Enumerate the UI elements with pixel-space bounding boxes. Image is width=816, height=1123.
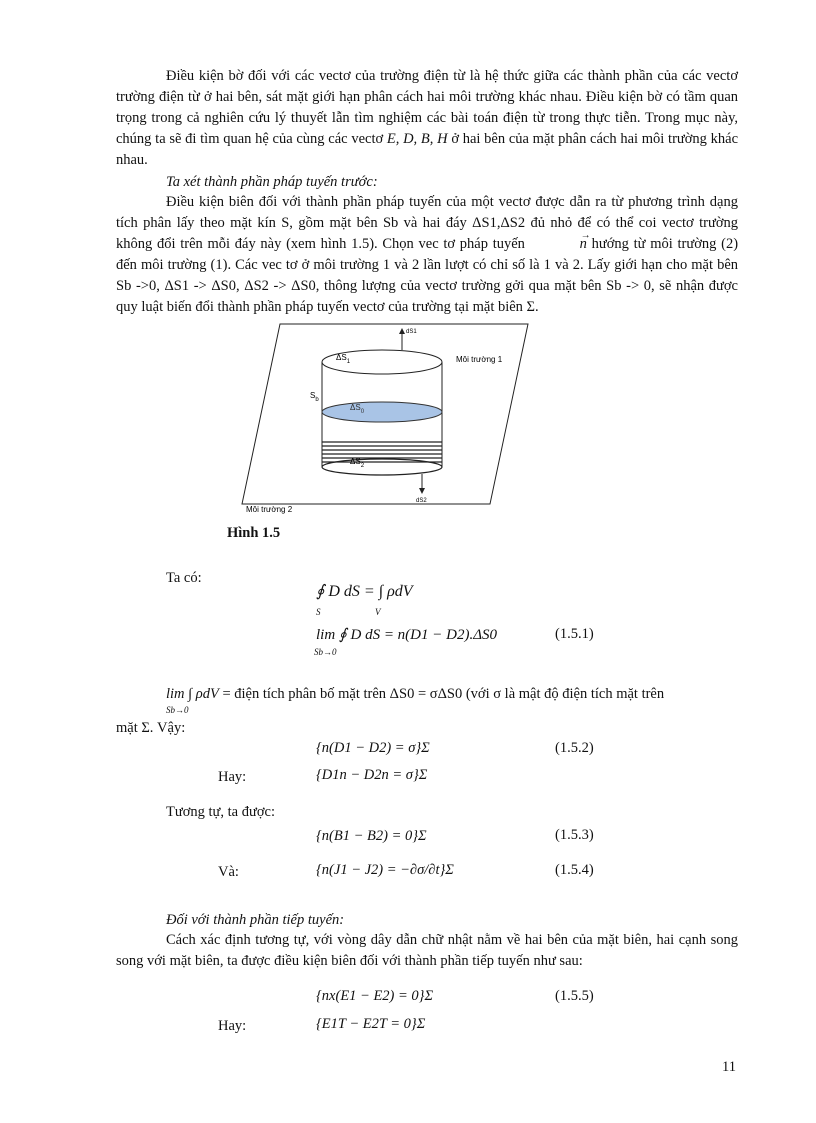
equation-1-5-5: {nx(E1 − E2) = 0}Σ [316,988,434,1004]
equation-number-1-5-3: (1.5.3) [555,827,594,843]
equation-1-5-3: {n(B1 − B2) = 0}Σ [316,828,427,844]
hay-label-2: Hay: [218,1018,247,1034]
equation-1-5-2b: {D1n − D2n = σ}Σ [316,767,428,783]
va-label: Và: [218,864,239,880]
matsigma-line: mặt Σ. Vậy: [116,720,186,736]
gauss-sub-s: S [316,607,321,617]
label-dS1: dS1 [406,329,417,335]
middle-surface-ds0 [322,402,442,422]
equation-1-5-5b: {E1T − E2T = 0}Σ [316,1016,426,1032]
tangent-component-heading: Đối với thành phần tiếp tuyến: [166,912,345,928]
page-number: 11 [722,1059,736,1075]
limit-expression: lim ∫ ρdV [166,686,219,702]
paragraph-normal-component [116,192,738,318]
equation-number-1-5-2: (1.5.2) [555,740,594,756]
eq-1-5-1-limit: Sb→0 [314,647,337,657]
equation-1-5-4: {n(J1 − J2) = −∂σ/∂t}Σ [316,862,454,878]
label-medium-1: Môi trường 1 [456,355,503,364]
paragraph-text-end: hướng từ môi trường (2) đến môi trường (1). Các vec tơ ở môi trường 1 và 2 lần lượt có chỉ số là 1 và 2. Lấy giới hạn cho mặt bên Sb ->0, ΔS1 -> ΔS0, ΔS2 -> ΔS0, thông lượng của vectơ trường gởi qua mặt bên Sb -> 0, sẽ nhận được quy luật biến đổi thành phần pháp tuyến vectơ của trường tại mặt biên Σ. [116,236,739,315]
tuong-tu-label: Tương tự, ta được: [166,804,275,820]
equation-number-1-5-4: (1.5.4) [555,862,594,878]
equation-number-1-5-5: (1.5.5) [555,988,594,1004]
figure-caption: Hình 1.5 [227,525,281,541]
label-ds1: $\Delta S_1$ [336,353,351,365]
equation-number-1-5-1: (1.5.1) [555,626,594,642]
label-sb: $S_b$ [310,391,319,403]
hay-label-1: Hay: [218,769,247,785]
paragraph-tangent-component: Cách xác định tương tự, với vòng dây dẫn chữ nhật nằm về hai bên của mặt biên, hai cạnh song song với mặt biên, ta được điều kiện biên đối với thành phần tiếp tuyến như sau: [116,932,738,969]
paragraph-boundary-intro [116,66,738,171]
normal-vector-n: → n [530,234,587,255]
ta-co-label: Ta có: [166,570,202,586]
label-ds0: $\Delta S_0$ [350,403,365,415]
normal-component-heading: Ta xét thành phần pháp tuyến trước: [166,174,378,190]
limit-text: = điện tích phân bố mặt trên ΔS0 = σΔS0 (với σ là mật độ điện tích mặt trên [222,686,665,702]
paragraph-text: Điều kiện biên đối với thành phần pháp tuyến của một vectơ được dẫn ra từ phương trình dạng tích phân lấy theo mặt kín S, gồm mặt bên Sb và hai đáy ΔS1,ΔS2 đủ nhỏ để có thể coi vectơ trường không đổi trên mỗi đáy này (xem hình 1.5). Chọn vec tơ pháp tuyến [116,194,738,252]
paragraph-text: Điều kiện bờ đối với các vectơ của trường điện từ là hệ thức giữa các thành phần của các vectơ trường điện từ ở hai bên, sát mặt giới hạn phân cách hai môi trường khác nhau. Điều kiện bờ có tầm quan trọng trong cả nghiên cứu lý thuyết lẫn tìm nghiệm các bài toán điện từ trong thực tiễn. Trong mục này, chúng ta sẽ đi tìm quan hệ của cùng các vectơ [116,68,738,147]
label-dS2: dS2 [416,498,427,504]
limit-sub: Sb→0 [166,705,189,715]
paragraph-text-end: ở hai bên của mặt phân cách hai môi trường khác nhau. [116,131,739,168]
gauss-sub-v: V [375,607,381,617]
gauss-law-equation: ∮ D dS = ∫ ρdV [316,583,413,600]
limit-line [166,684,664,704]
equation-1-5-1: lim ∮ D dS = n(D1 − D2).ΔS0 [316,627,498,643]
label-ds2: $\Delta S_2$ [350,457,365,469]
equation-1-5-2: {n(D1 − D2) = σ}Σ [316,740,430,756]
label-medium-2: Môi trường 2 [246,505,293,514]
figure-cylinder-boundary [240,322,530,514]
vector-list: E, D, B, H [386,131,448,147]
